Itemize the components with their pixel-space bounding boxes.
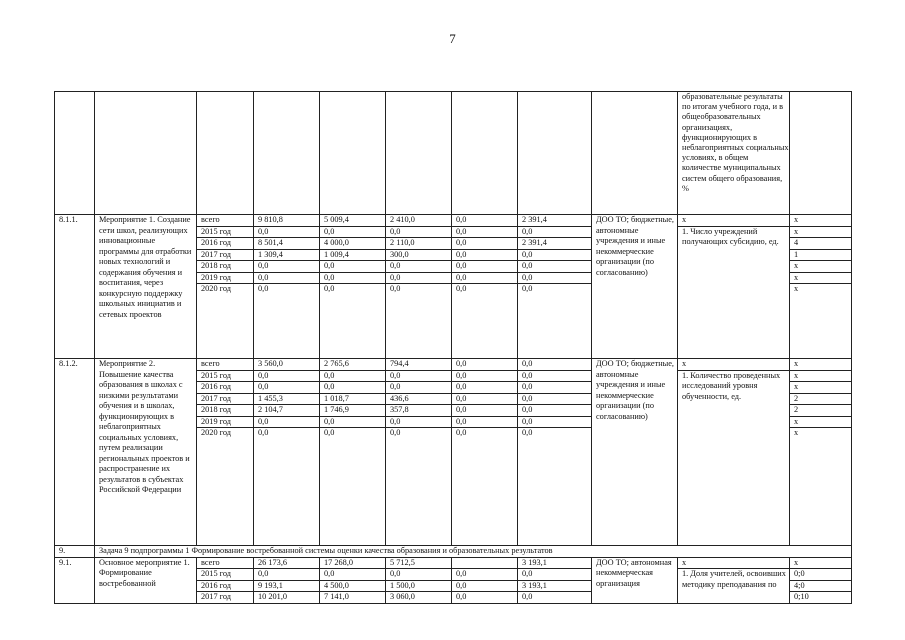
year-cell: 2019 год — [197, 416, 254, 428]
amount-federal: 0,0 — [320, 428, 386, 546]
amount-total: 9 810,8 — [254, 215, 320, 227]
row-number: 8.1.2. — [55, 359, 95, 546]
indicator-value: х — [790, 382, 852, 394]
indicator-name: 1. Доля учителей, освоивших методику преподавания по — [678, 569, 790, 604]
amount-federal: 4 000,0 — [320, 238, 386, 250]
table-row — [55, 359, 852, 371]
amount-total: 1 309,4 — [254, 249, 320, 261]
amount-regional: 0,0 — [386, 284, 452, 359]
page-number: 7 — [449, 31, 456, 46]
amount-regional: 794,4 — [386, 359, 452, 371]
year-cell: 2015 год — [197, 370, 254, 382]
task-row — [55, 546, 852, 558]
indicator-value: х — [790, 284, 852, 359]
amount-federal: 5 009,4 — [320, 215, 386, 227]
amount-local: 0,0 — [452, 569, 518, 581]
indicator-name: 1. Количество проведенных исследований уровня обученности, ед. — [678, 370, 790, 546]
amount-regional: 3 060,0 — [386, 592, 452, 604]
amount-federal: 17 268,0 — [320, 557, 386, 569]
year-cell: всего — [197, 359, 254, 371]
amount-local: 0,0 — [452, 592, 518, 604]
amount-regional: 357,8 — [386, 405, 452, 417]
indicator-value: х — [790, 416, 852, 428]
year-cell: 2015 год — [197, 226, 254, 238]
executor-cell: ДОО ТО; бюджетные, автономные учреждения и иные некоммерческие организации (по согласованию) — [592, 215, 678, 359]
amount-other: 0,0 — [518, 382, 592, 394]
activity-title: Основное мероприятие 1. Формирование востребованной — [95, 557, 197, 603]
amount-federal: 0,0 — [320, 382, 386, 394]
amount-other: 0,0 — [518, 405, 592, 417]
amount-total: 9 193,1 — [254, 580, 320, 592]
amount-other: 0,0 — [518, 226, 592, 238]
amount-total: 0,0 — [254, 428, 320, 546]
indicator-value: х — [790, 359, 852, 371]
amount-total: 10 201,0 — [254, 592, 320, 604]
amount-regional: 436,6 — [386, 393, 452, 405]
indicator-value: 1 — [790, 249, 852, 261]
indicator-value: х — [790, 226, 852, 238]
amount-regional: 0,0 — [386, 569, 452, 581]
amount-regional: 0,0 — [386, 272, 452, 284]
amount-local: 0,0 — [452, 428, 518, 546]
indicator-value: 0;0 — [790, 569, 852, 581]
amount-local — [452, 557, 518, 569]
year-cell: 2020 год — [197, 428, 254, 546]
year-cell: 2019 год — [197, 272, 254, 284]
row-number: 8.1.1. — [55, 215, 95, 359]
indicator-x: х — [678, 359, 790, 371]
year-cell: 2016 год — [197, 382, 254, 394]
indicator-value: х — [790, 370, 852, 382]
amount-local: 0,0 — [452, 580, 518, 592]
amount-federal: 0,0 — [320, 261, 386, 273]
amount-federal: 2 765,6 — [320, 359, 386, 371]
amount-other: 0,0 — [518, 284, 592, 359]
amount-local: 0,0 — [452, 272, 518, 284]
amount-regional: 300,0 — [386, 249, 452, 261]
amount-other: 0,0 — [518, 416, 592, 428]
amount-total: 3 560,0 — [254, 359, 320, 371]
amount-other: 0,0 — [518, 249, 592, 261]
amount-total: 0,0 — [254, 226, 320, 238]
amount-local: 0,0 — [452, 249, 518, 261]
indicator-value: х — [790, 557, 852, 569]
amount-local: 0,0 — [452, 226, 518, 238]
executor-cell: ДОО ТО; автономная некоммерческая организация — [592, 557, 678, 603]
amount-local: 0,0 — [452, 238, 518, 250]
year-cell: 2020 год — [197, 284, 254, 359]
indicator-value: х — [790, 272, 852, 284]
amount-local: 0,0 — [452, 382, 518, 394]
amount-federal: 4 500,0 — [320, 580, 386, 592]
year-cell: 2016 год — [197, 580, 254, 592]
amount-federal: 1 018,7 — [320, 393, 386, 405]
amount-total: 8 501,4 — [254, 238, 320, 250]
executor-cell: ДОО ТО; бюджетные, автономные учреждения и иные некоммерческие организации (по согласованию) — [592, 359, 678, 546]
amount-federal: 0,0 — [320, 569, 386, 581]
amount-other: 0,0 — [518, 393, 592, 405]
header-continuation-row — [55, 92, 852, 215]
amount-regional: 1 500,0 — [386, 580, 452, 592]
amount-local: 0,0 — [452, 359, 518, 371]
amount-total: 2 104,7 — [254, 405, 320, 417]
amount-total: 0,0 — [254, 382, 320, 394]
year-cell: всего — [197, 215, 254, 227]
year-cell: 2017 год — [197, 393, 254, 405]
indicator-x: х — [678, 215, 790, 227]
amount-total: 26 173,6 — [254, 557, 320, 569]
amount-federal: 1 009,4 — [320, 249, 386, 261]
table-row — [55, 215, 852, 227]
amount-federal: 0,0 — [320, 284, 386, 359]
amount-federal: 0,0 — [320, 226, 386, 238]
year-cell: 2018 год — [197, 405, 254, 417]
amount-other: 3 193,1 — [518, 557, 592, 569]
amount-regional: 5 712,5 — [386, 557, 452, 569]
amount-regional: 0,0 — [386, 428, 452, 546]
year-cell: 2018 год — [197, 261, 254, 273]
amount-local: 0,0 — [452, 215, 518, 227]
activity-title: Мероприятие 1. Создание сети школ, реализующих инновационные программы для отработки новых технологий и содержания обучения и воспитания, через конкурсную поддержку школьных инициатив и сетевых проектов — [95, 215, 197, 359]
amount-other: 3 193,1 — [518, 580, 592, 592]
amount-federal: 7 141,0 — [320, 592, 386, 604]
amount-other: 0,0 — [518, 370, 592, 382]
amount-federal: 0,0 — [320, 272, 386, 284]
amount-other: 0,0 — [518, 272, 592, 284]
amount-regional: 2 110,0 — [386, 238, 452, 250]
amount-other: 2 391,4 — [518, 215, 592, 227]
amount-local: 0,0 — [452, 284, 518, 359]
amount-total: 0,0 — [254, 261, 320, 273]
task-text: Задача 9 подпрограммы 1 Формирование востребованной системы оценки качества образования и образовательных результатов — [95, 546, 852, 558]
year-cell: 2017 год — [197, 592, 254, 604]
table-row — [55, 557, 852, 569]
amount-federal: 0,0 — [320, 370, 386, 382]
year-cell: всего — [197, 557, 254, 569]
amount-total: 0,0 — [254, 284, 320, 359]
amount-total: 0,0 — [254, 416, 320, 428]
amount-other: 0,0 — [518, 359, 592, 371]
amount-local: 0,0 — [452, 416, 518, 428]
activity-title: Мероприятие 2. Повышение качества образования в школах с низкими результатами обучения и в школах, функционирующих в неблагоприятных социальных условиях, путем реализации региональных проектов и распространение их результатов в субъектах Российской Федерации — [95, 359, 197, 546]
indicator-value: 4;0 — [790, 580, 852, 592]
amount-regional: 2 410,0 — [386, 215, 452, 227]
indicator-name: 1. Число учреждений получающих субсидию, ед. — [678, 226, 790, 359]
amount-total: 0,0 — [254, 370, 320, 382]
indicator-value: 2 — [790, 405, 852, 417]
indicator-x: х — [678, 557, 790, 569]
amount-regional: 0,0 — [386, 416, 452, 428]
year-cell: 2017 год — [197, 249, 254, 261]
year-cell: 2016 год — [197, 238, 254, 250]
amount-regional: 0,0 — [386, 370, 452, 382]
amount-total: 0,0 — [254, 272, 320, 284]
indicator-value: 4 — [790, 238, 852, 250]
indicator-value: х — [790, 215, 852, 227]
indicator-value: 2 — [790, 393, 852, 405]
amount-local: 0,0 — [452, 405, 518, 417]
amount-other: 2 391,4 — [518, 238, 592, 250]
amount-other: 0,0 — [518, 428, 592, 546]
amount-total: 0,0 — [254, 569, 320, 581]
indicator-value: 0;10 — [790, 592, 852, 604]
amount-local: 0,0 — [452, 370, 518, 382]
amount-federal: 0,0 — [320, 416, 386, 428]
year-cell: 2015 год — [197, 569, 254, 581]
amount-regional: 0,0 — [386, 382, 452, 394]
amount-other: 0,0 — [518, 592, 592, 604]
program-table — [54, 91, 852, 604]
amount-total: 1 455,3 — [254, 393, 320, 405]
row-number: 9.1. — [55, 557, 95, 603]
amount-federal: 1 746,9 — [320, 405, 386, 417]
amount-regional: 0,0 — [386, 226, 452, 238]
indicator-value: х — [790, 428, 852, 546]
task-number: 9. — [55, 546, 95, 558]
amount-other: 0,0 — [518, 261, 592, 273]
indicator-value: х — [790, 261, 852, 273]
header-indicator-text: образовательные результаты по итогам учебного года, и в общеобразовательных организациях, функционирующих в неблагоприятных социальных условиях, в общем количестве муниципальных систем общего образования, % — [678, 92, 790, 215]
amount-regional: 0,0 — [386, 261, 452, 273]
amount-other: 0,0 — [518, 569, 592, 581]
amount-local: 0,0 — [452, 393, 518, 405]
amount-local: 0,0 — [452, 261, 518, 273]
